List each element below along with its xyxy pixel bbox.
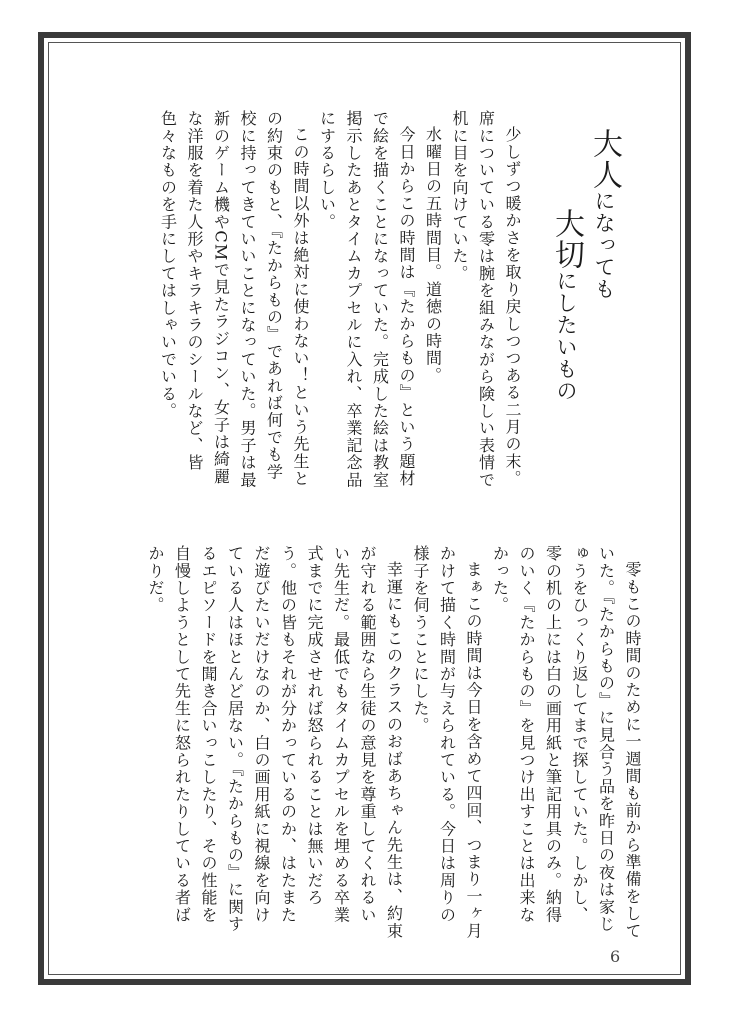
paragraph: 少しずつ暖かさを取り戻しつつある二月の末。席についている零は腕を組みながら険しい表情で机に目を向けていた。: [450, 110, 522, 489]
paragraph: 今日からこの時間は『たからもの』という題材で絵を描くことになっていた。完成した絵は教室掲示したあとタイムカプセルに入れ、卒業記念品にするらしい。: [317, 110, 416, 489]
paragraph: この時間以外は絶対に使わない！という先生との約束のもと、『たからもの』であれば何でも学校に持ってきていいことになっていた。男子は最新のゲーム機やCMで見たラジコン、女子は綺麗な洋服を着た人形やキラキラのシールなど、皆色々なものを手にしてはしゃいでいる。: [158, 110, 310, 489]
page-number: 6: [610, 947, 621, 966]
upper-text-block: [140, 110, 525, 492]
title-line-1: 大人になっても: [587, 128, 622, 300]
paragraph: まぁこの時間は今日を含めて四回、つまり一ヶ月かけて描く時間が与えられている。今日は周りの様子を伺うことにした。: [411, 545, 483, 940]
paragraph: 零もこの時間のために一週間も前から準備をしていた。『たからもの』に見合う品を昨日の夜は家じゅうをひっくり返してまで探していた。しかし、零の机の上には白の画用紙と筆記用具のみ。納得のいく『たからもの』を見つけ出すことは出来なかった。: [490, 545, 642, 940]
paragraph: 水曜日の五時間目。道徳の時間。: [423, 126, 443, 384]
lower-text-block: [140, 545, 645, 940]
paragraph: 幸運にもこのクラスのおばあちゃん先生は、約束が守れる範囲なら生徒の意見を尊重してくれるいい先生だ。最低でもタイムカプセルを埋める卒業式までに完成させれば怒られることは無いだろう。他の皆もそれが分かっているのか、はたまただ遊びたいだけなのか、白の画用紙に視線を向けている人はほとんど居ない。『たからもの』に関するエピソードを聞き合いっこしたり、その性能を自慢しようとして先生に怒られたりしている者ばかりだ。: [146, 545, 404, 940]
title-line-2: 大切にしたいもの: [549, 208, 584, 402]
